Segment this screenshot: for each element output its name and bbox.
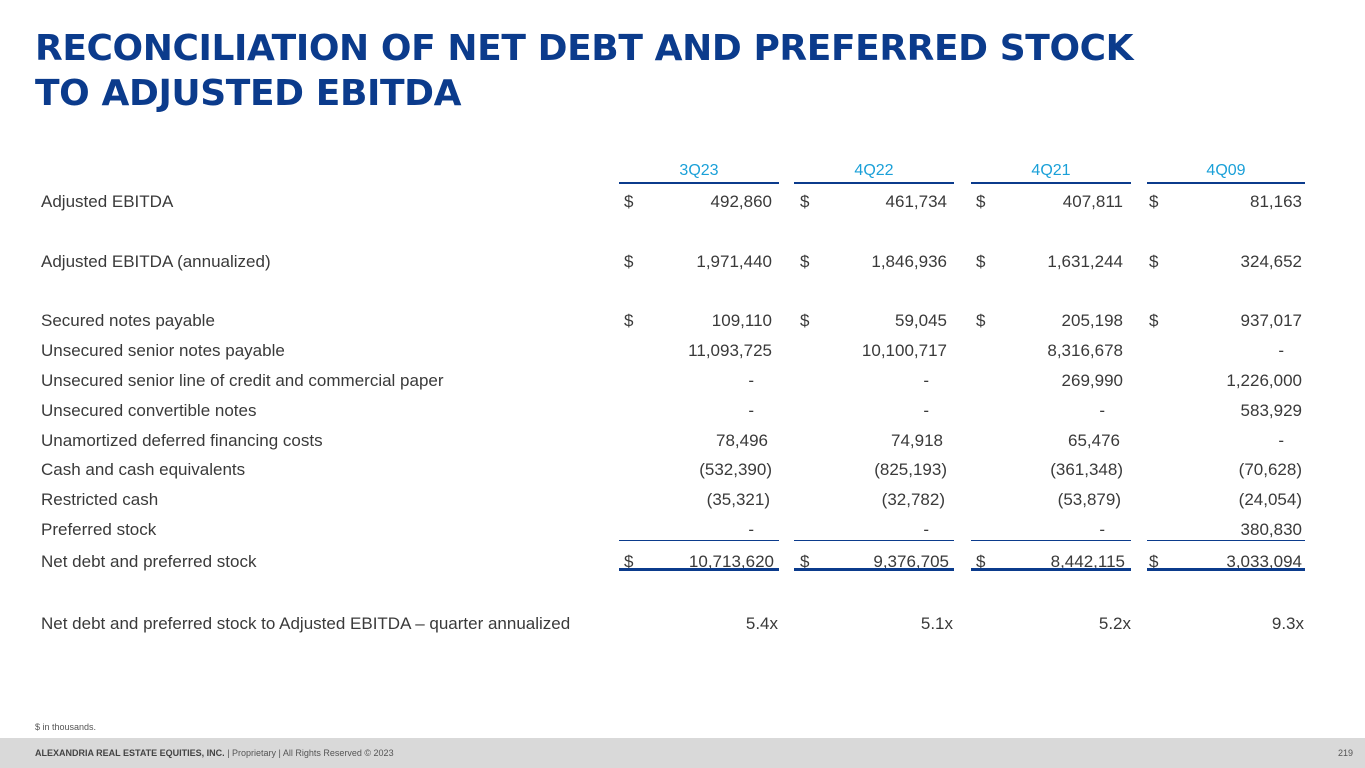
row-label: Adjusted EBITDA (annualized) (41, 252, 271, 271)
column-header-4q22: 4Q22 (794, 162, 954, 184)
table-cell: 269,990 (1061, 371, 1123, 390)
total-rule (794, 568, 954, 571)
table-cell: 1,631,244 (1047, 252, 1123, 271)
table-cell: 461,734 (885, 192, 947, 211)
table-cell: 11,093,725 (688, 341, 772, 360)
table-cell: 10,713,620 (688, 552, 774, 571)
table-cell: 380,830 (1240, 520, 1302, 539)
total-rule (1147, 568, 1305, 571)
row-label: Cash and cash equivalents (41, 460, 246, 479)
table-cell: 5.2x (1098, 614, 1131, 633)
table-cell: - (748, 401, 754, 420)
table-cell: (532,390) (699, 460, 772, 479)
table-cell: 1,846,936 (871, 252, 947, 271)
column-header-4q09: 4Q09 (1147, 162, 1305, 184)
table-cell: 937,017 (1240, 311, 1302, 330)
table-cell: (35,321) (706, 490, 770, 509)
table-cell: - (1278, 431, 1284, 450)
dollar-sign: $ (800, 311, 810, 330)
dollar-sign: $ (800, 252, 810, 271)
dollar-sign: $ (1149, 311, 1159, 330)
table-cell: 492,860 (710, 192, 772, 211)
page-title-line-2: TO ADJUSTED EBITDA (35, 73, 462, 114)
table-cell: 78,496 (716, 431, 768, 450)
table-cell: (24,054) (1238, 490, 1302, 509)
table-cell: 10,100,717 (861, 341, 947, 360)
table-cell: 407,811 (1062, 192, 1123, 211)
table-cell: - (923, 401, 929, 420)
table-cell: 8,316,678 (1047, 341, 1123, 360)
table-cell: 59,045 (895, 311, 947, 330)
page-title (35, 26, 1133, 116)
dollar-sign: $ (1149, 552, 1159, 571)
footer-bar (0, 738, 1365, 768)
row-label: Adjusted EBITDA (41, 192, 174, 211)
dollar-sign: $ (800, 552, 810, 571)
footer-rights: | Proprietary | All Rights Reserved © 2023 (224, 748, 394, 758)
company-name: ALEXANDRIA REAL ESTATE EQUITIES, INC. (35, 748, 225, 758)
dollar-sign: $ (624, 192, 634, 211)
table-cell: (32,782) (881, 490, 945, 509)
table-cell: 324,652 (1240, 252, 1302, 271)
table-cell: (361,348) (1050, 460, 1123, 479)
row-label: Unsecured senior line of credit and commercial paper (41, 371, 444, 390)
footer-company (35, 748, 394, 758)
table-cell: (70,628) (1238, 460, 1302, 479)
dollar-sign: $ (976, 252, 986, 271)
table-cell: 9,376,705 (873, 552, 949, 571)
table-cell: 109,110 (711, 311, 772, 330)
table-cell: (53,879) (1057, 490, 1121, 509)
dollar-sign: $ (624, 311, 634, 330)
table-cell: (825,193) (874, 460, 947, 479)
table-cell: - (1099, 520, 1105, 539)
dollar-sign: $ (1149, 192, 1159, 211)
row-label: Net debt and preferred stock to Adjusted EBITDA – quarter annualized (41, 614, 571, 633)
table-cell: 9.3x (1271, 614, 1304, 633)
row-label: Unamortized deferred financing costs (41, 431, 323, 450)
column-header-4q21: 4Q21 (971, 162, 1131, 184)
table-cell: 81,163 (1250, 192, 1302, 211)
row-label: Restricted cash (41, 490, 159, 509)
table-cell: - (748, 371, 754, 390)
table-cell: 3,033,094 (1226, 552, 1302, 571)
table-cell: 5.4x (745, 614, 778, 633)
row-label: Unsecured senior notes payable (41, 341, 285, 360)
subtotal-rule (1147, 540, 1305, 541)
page-title-line-1: RECONCILIATION OF NET DEBT AND PREFERRED STOCK (35, 28, 1134, 69)
table-cell: - (748, 520, 754, 539)
row-label: Preferred stock (41, 520, 157, 539)
footnote: $ in thousands. (35, 722, 97, 732)
dollar-sign: $ (976, 192, 986, 211)
dollar-sign: $ (624, 252, 634, 271)
dollar-sign: $ (976, 311, 986, 330)
row-label: Net debt and preferred stock (41, 552, 257, 571)
row-label: Secured notes payable (41, 311, 215, 330)
page-number: 219 (1337, 748, 1353, 758)
dollar-sign: $ (624, 552, 634, 571)
table-cell: 1,226,000 (1226, 371, 1302, 390)
table-cell: - (923, 371, 929, 390)
subtotal-rule (794, 540, 954, 541)
table-cell: 65,476 (1068, 431, 1120, 450)
dollar-sign: $ (976, 552, 986, 571)
subtotal-rule (971, 540, 1131, 541)
table-cell: 583,929 (1240, 401, 1302, 420)
total-rule (971, 568, 1131, 571)
table-cell: 1,971,440 (696, 252, 772, 271)
table-cell: - (1099, 401, 1105, 420)
table-cell: 74,918 (891, 431, 943, 450)
total-rule (619, 568, 779, 571)
dollar-sign: $ (800, 192, 810, 211)
subtotal-rule (619, 540, 779, 541)
table-cell: - (1278, 341, 1284, 360)
table-cell: 8,442,115 (1050, 552, 1125, 571)
table-cell: - (923, 520, 929, 539)
table-cell: 5.1x (920, 614, 953, 633)
row-label: Unsecured convertible notes (41, 401, 257, 420)
dollar-sign: $ (1149, 252, 1159, 271)
column-header-3q23: 3Q23 (619, 162, 779, 184)
table-cell: 205,198 (1061, 311, 1123, 330)
